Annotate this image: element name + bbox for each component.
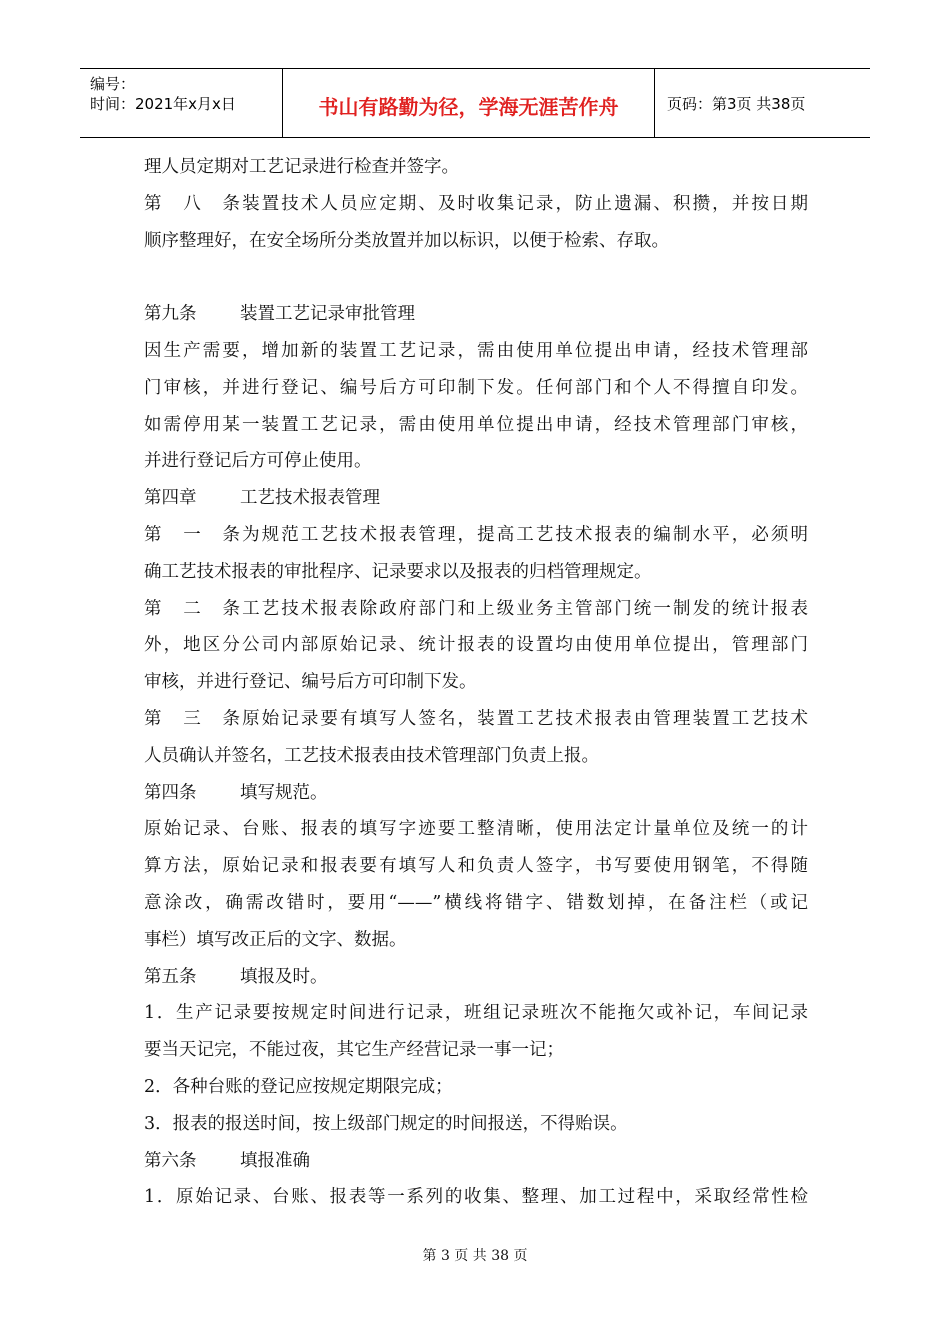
line-text: 3．报表的报送时间，按上级部门规定的时间报送，不得贻误。 xyxy=(144,1113,628,1134)
article-heading: 第五条 xyxy=(144,966,197,987)
header-motto: 书山有路勤为径，学海无涯苦作舟 xyxy=(318,95,619,119)
article-heading: 第八条 xyxy=(144,193,240,214)
line-text: 算方法，原始记录和报表要有填写人和负责人签字，书写要使用钢笔，不得随 xyxy=(144,856,808,877)
line-text: 1．生产记录要按规定时间进行记录，班组记录班次不能拖欠或补记，车间记录 xyxy=(144,1003,808,1024)
document-body xyxy=(144,149,808,1216)
body-text-line xyxy=(144,517,808,554)
header-motto-cell xyxy=(283,69,655,137)
body-text-line xyxy=(144,296,808,333)
blank-line xyxy=(144,259,808,296)
body-text-line xyxy=(144,1143,808,1180)
line-text: 装置工艺记录审批管理 xyxy=(240,304,415,325)
line-text: 事栏）填写改正后的文字、数据。 xyxy=(144,929,407,950)
line-text: 外，地区分公司内部原始记录、统计报表的设置均由使用单位提出，管理部门 xyxy=(144,635,808,656)
article-heading: 第二条 xyxy=(144,598,240,619)
header-page-cell xyxy=(655,69,870,137)
body-text-line xyxy=(144,848,808,885)
body-text-line xyxy=(144,738,808,775)
line-text: 工艺技术报表管理 xyxy=(240,488,380,509)
line-text: 要当天记完，不能过夜，其它生产经营记录一事一记； xyxy=(144,1040,564,1061)
body-text-line xyxy=(144,223,808,260)
line-text: 因生产需要，增加新的装置工艺记录，需由使用单位提出申请，经技术管理部 xyxy=(144,340,808,361)
body-text-line xyxy=(144,370,808,407)
line-text: 2．各种台账的登记应按规定期限完成； xyxy=(144,1076,453,1097)
line-text: 填报准确 xyxy=(240,1150,310,1171)
body-text-line xyxy=(144,1032,808,1069)
line-text: 装置技术人员应定期、及时收集记录，防止遗漏、积攒，并按日期 xyxy=(240,193,808,214)
line-text: 顺序整理好，在安全场所分类放置并加以标识，以便于检索、存取。 xyxy=(144,230,669,251)
line-text: 1．原始记录、台账、报表等一系列的收集、整理、加工过程中，采取经常性检 xyxy=(144,1187,808,1208)
body-text-line xyxy=(144,811,808,848)
body-text-line xyxy=(144,443,808,480)
body-text-line xyxy=(144,959,808,996)
line-text: 填写规范。 xyxy=(240,782,328,803)
body-text-line xyxy=(144,1069,808,1106)
article-heading: 第九条 xyxy=(144,304,197,325)
body-text-line xyxy=(144,922,808,959)
line-text: 工艺技术报表除政府部门和上级业务主管部门统一制发的统计报表 xyxy=(240,598,808,619)
line-text: 填报及时。 xyxy=(240,966,328,987)
body-text-line xyxy=(144,480,808,517)
document-time-label: 时间：2021年x月x日 xyxy=(90,95,236,113)
body-text-line xyxy=(144,995,808,1032)
body-text-line xyxy=(144,186,808,223)
body-text-line xyxy=(144,554,808,591)
article-heading: 第四章 xyxy=(144,488,197,509)
line-text: 意涂改，确需改错时，要用“——”横线将错字、错数划掉，在备注栏（或记 xyxy=(144,892,808,913)
line-text: 审核，并进行登记、编号后方可印制下发。 xyxy=(144,672,477,693)
body-text-line xyxy=(144,664,808,701)
line-text: 并进行登记后方可停止使用。 xyxy=(144,451,372,472)
body-text-line xyxy=(144,1106,808,1143)
body-text-line xyxy=(144,407,808,444)
body-text-line xyxy=(144,627,808,664)
page-header xyxy=(80,68,870,138)
body-text-line xyxy=(144,591,808,628)
document-number-label: 编号： xyxy=(90,75,136,93)
body-text-line xyxy=(144,775,808,812)
header-info-cell xyxy=(80,69,283,137)
line-text: 原始记录要有填写人签名，装置工艺技术报表由管理装置工艺技术 xyxy=(240,708,808,729)
line-text: 原始记录、台账、报表的填写字迹要工整清晰，使用法定计量单位及统一的计 xyxy=(144,819,808,840)
article-heading: 第一条 xyxy=(144,524,240,545)
body-text-line xyxy=(144,149,808,186)
article-heading: 第六条 xyxy=(144,1150,197,1171)
article-heading: 第三条 xyxy=(144,708,240,729)
body-text-line xyxy=(144,333,808,370)
line-text: 如需停用某一装置工艺记录，需由使用单位提出申请，经技术管理部门审核， xyxy=(144,414,808,435)
body-text-line xyxy=(144,701,808,738)
page-footer: 第 3 页 共 38 页 xyxy=(422,1248,528,1264)
line-text: 理人员定期对工艺记录进行检查并签字。 xyxy=(144,157,459,177)
line-text: 为规范工艺技术报表管理，提高工艺技术报表的编制水平，必须明 xyxy=(240,524,808,545)
header-page-code: 页码：第3页 共38页 xyxy=(667,95,806,113)
body-text-line xyxy=(144,1179,808,1216)
article-heading: 第四条 xyxy=(144,782,197,803)
line-text: 门审核，并进行登记、编号后方可印制下发。任何部门和个人不得擅自印发。 xyxy=(144,377,808,398)
body-text-line xyxy=(144,885,808,922)
line-text: 确工艺技术报表的审批程序、记录要求以及报表的归档管理规定。 xyxy=(144,561,652,582)
line-text: 人员确认并签名，工艺技术报表由技术管理部门负责上报。 xyxy=(144,745,599,766)
